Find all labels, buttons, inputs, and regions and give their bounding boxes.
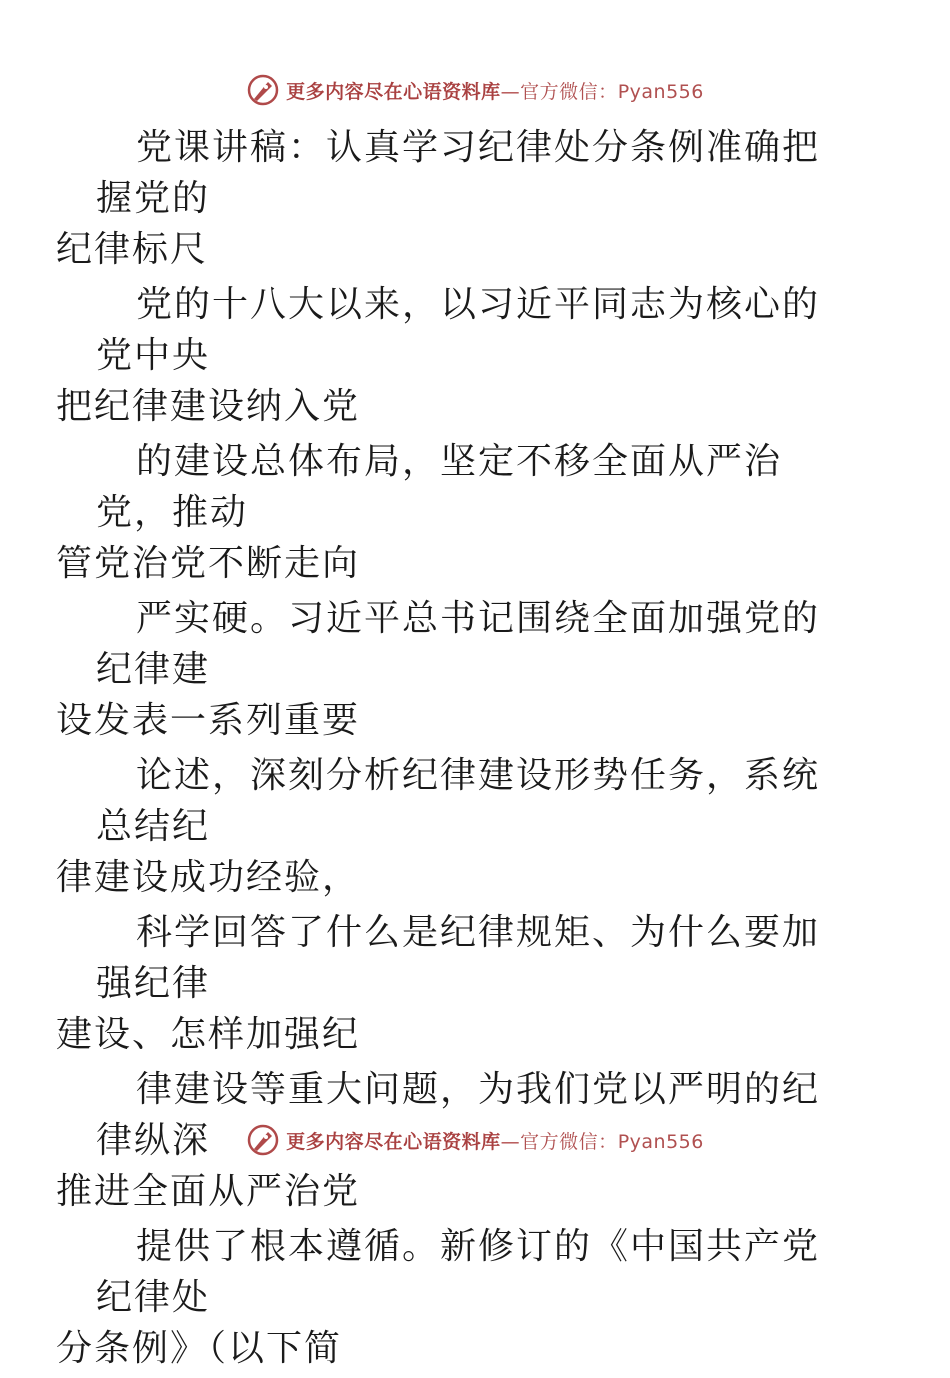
page-header — [0, 72, 950, 108]
header-banner — [286, 77, 704, 104]
paragraph-line-first: 党课讲稿：认真学习纪律处分条例准确把握党的 — [96, 127, 821, 219]
paragraph-line-first: 严实硬。习近平总书记围绕全面加强党的纪律建 — [96, 598, 821, 690]
paragraph — [56, 122, 856, 275]
page-footer — [0, 1122, 950, 1158]
footer-dash: — — [500, 1130, 521, 1153]
paragraph — [56, 436, 856, 589]
paragraph — [56, 750, 856, 903]
paragraph — [56, 593, 856, 746]
paragraph-line-first: 科学回答了什么是纪律规矩、为什么要加强纪律 — [96, 912, 821, 1004]
paragraph-line-continued: 管党治党不断走向 — [56, 543, 361, 584]
footer-banner — [286, 1127, 704, 1154]
paragraph-line-continued: 把纪律建设纳入党 — [56, 386, 361, 427]
header-wechat-id: Pyan556 — [617, 80, 704, 103]
paragraph-line-continued: 推进全面从严治党 — [56, 1171, 361, 1212]
footer-wechat-id: Pyan556 — [617, 1130, 704, 1153]
paragraph-line-first: 的建设总体布局，坚定不移全面从严治党，推动 — [96, 441, 783, 533]
paragraph — [56, 279, 856, 432]
paragraph-line-continued: 分条例》（以下简 — [56, 1328, 343, 1369]
paragraph-line-first: 党的十八大以来，以习近平同志为核心的党中央 — [96, 284, 821, 376]
footer-site-text: 更多内容尽在心语资料库 — [286, 1130, 501, 1153]
header-wechat-label: 官方微信： — [520, 80, 618, 103]
paragraph — [56, 1221, 856, 1374]
header-site-text: 更多内容尽在心语资料库 — [286, 80, 501, 103]
pen-nib-logo-icon — [246, 73, 280, 107]
paragraph-line-first: 论述，深刻分析纪律建设形势任务，系统总结纪 — [96, 755, 821, 847]
paragraph-line-continued: 建设、怎样加强纪 — [56, 1014, 361, 1055]
header-dash: — — [500, 80, 521, 103]
paragraph-line-continued: 设发表一系列重要 — [56, 700, 361, 741]
paragraph-line-continued: 纪律标尺 — [56, 229, 209, 270]
paragraph-line-first: 律建设等重大问题，为我们党以严明的纪律纵深 — [96, 1069, 821, 1161]
paragraph-line-first: 提供了根本遵循。新修订的《中国共产党纪律处 — [96, 1226, 821, 1318]
paragraph-line-continued: 律建设成功经验， — [56, 857, 361, 898]
footer-wechat-label: 官方微信： — [520, 1130, 618, 1153]
document-body — [56, 122, 856, 1378]
paragraph — [56, 907, 856, 1060]
pen-nib-logo-icon — [246, 1123, 280, 1157]
